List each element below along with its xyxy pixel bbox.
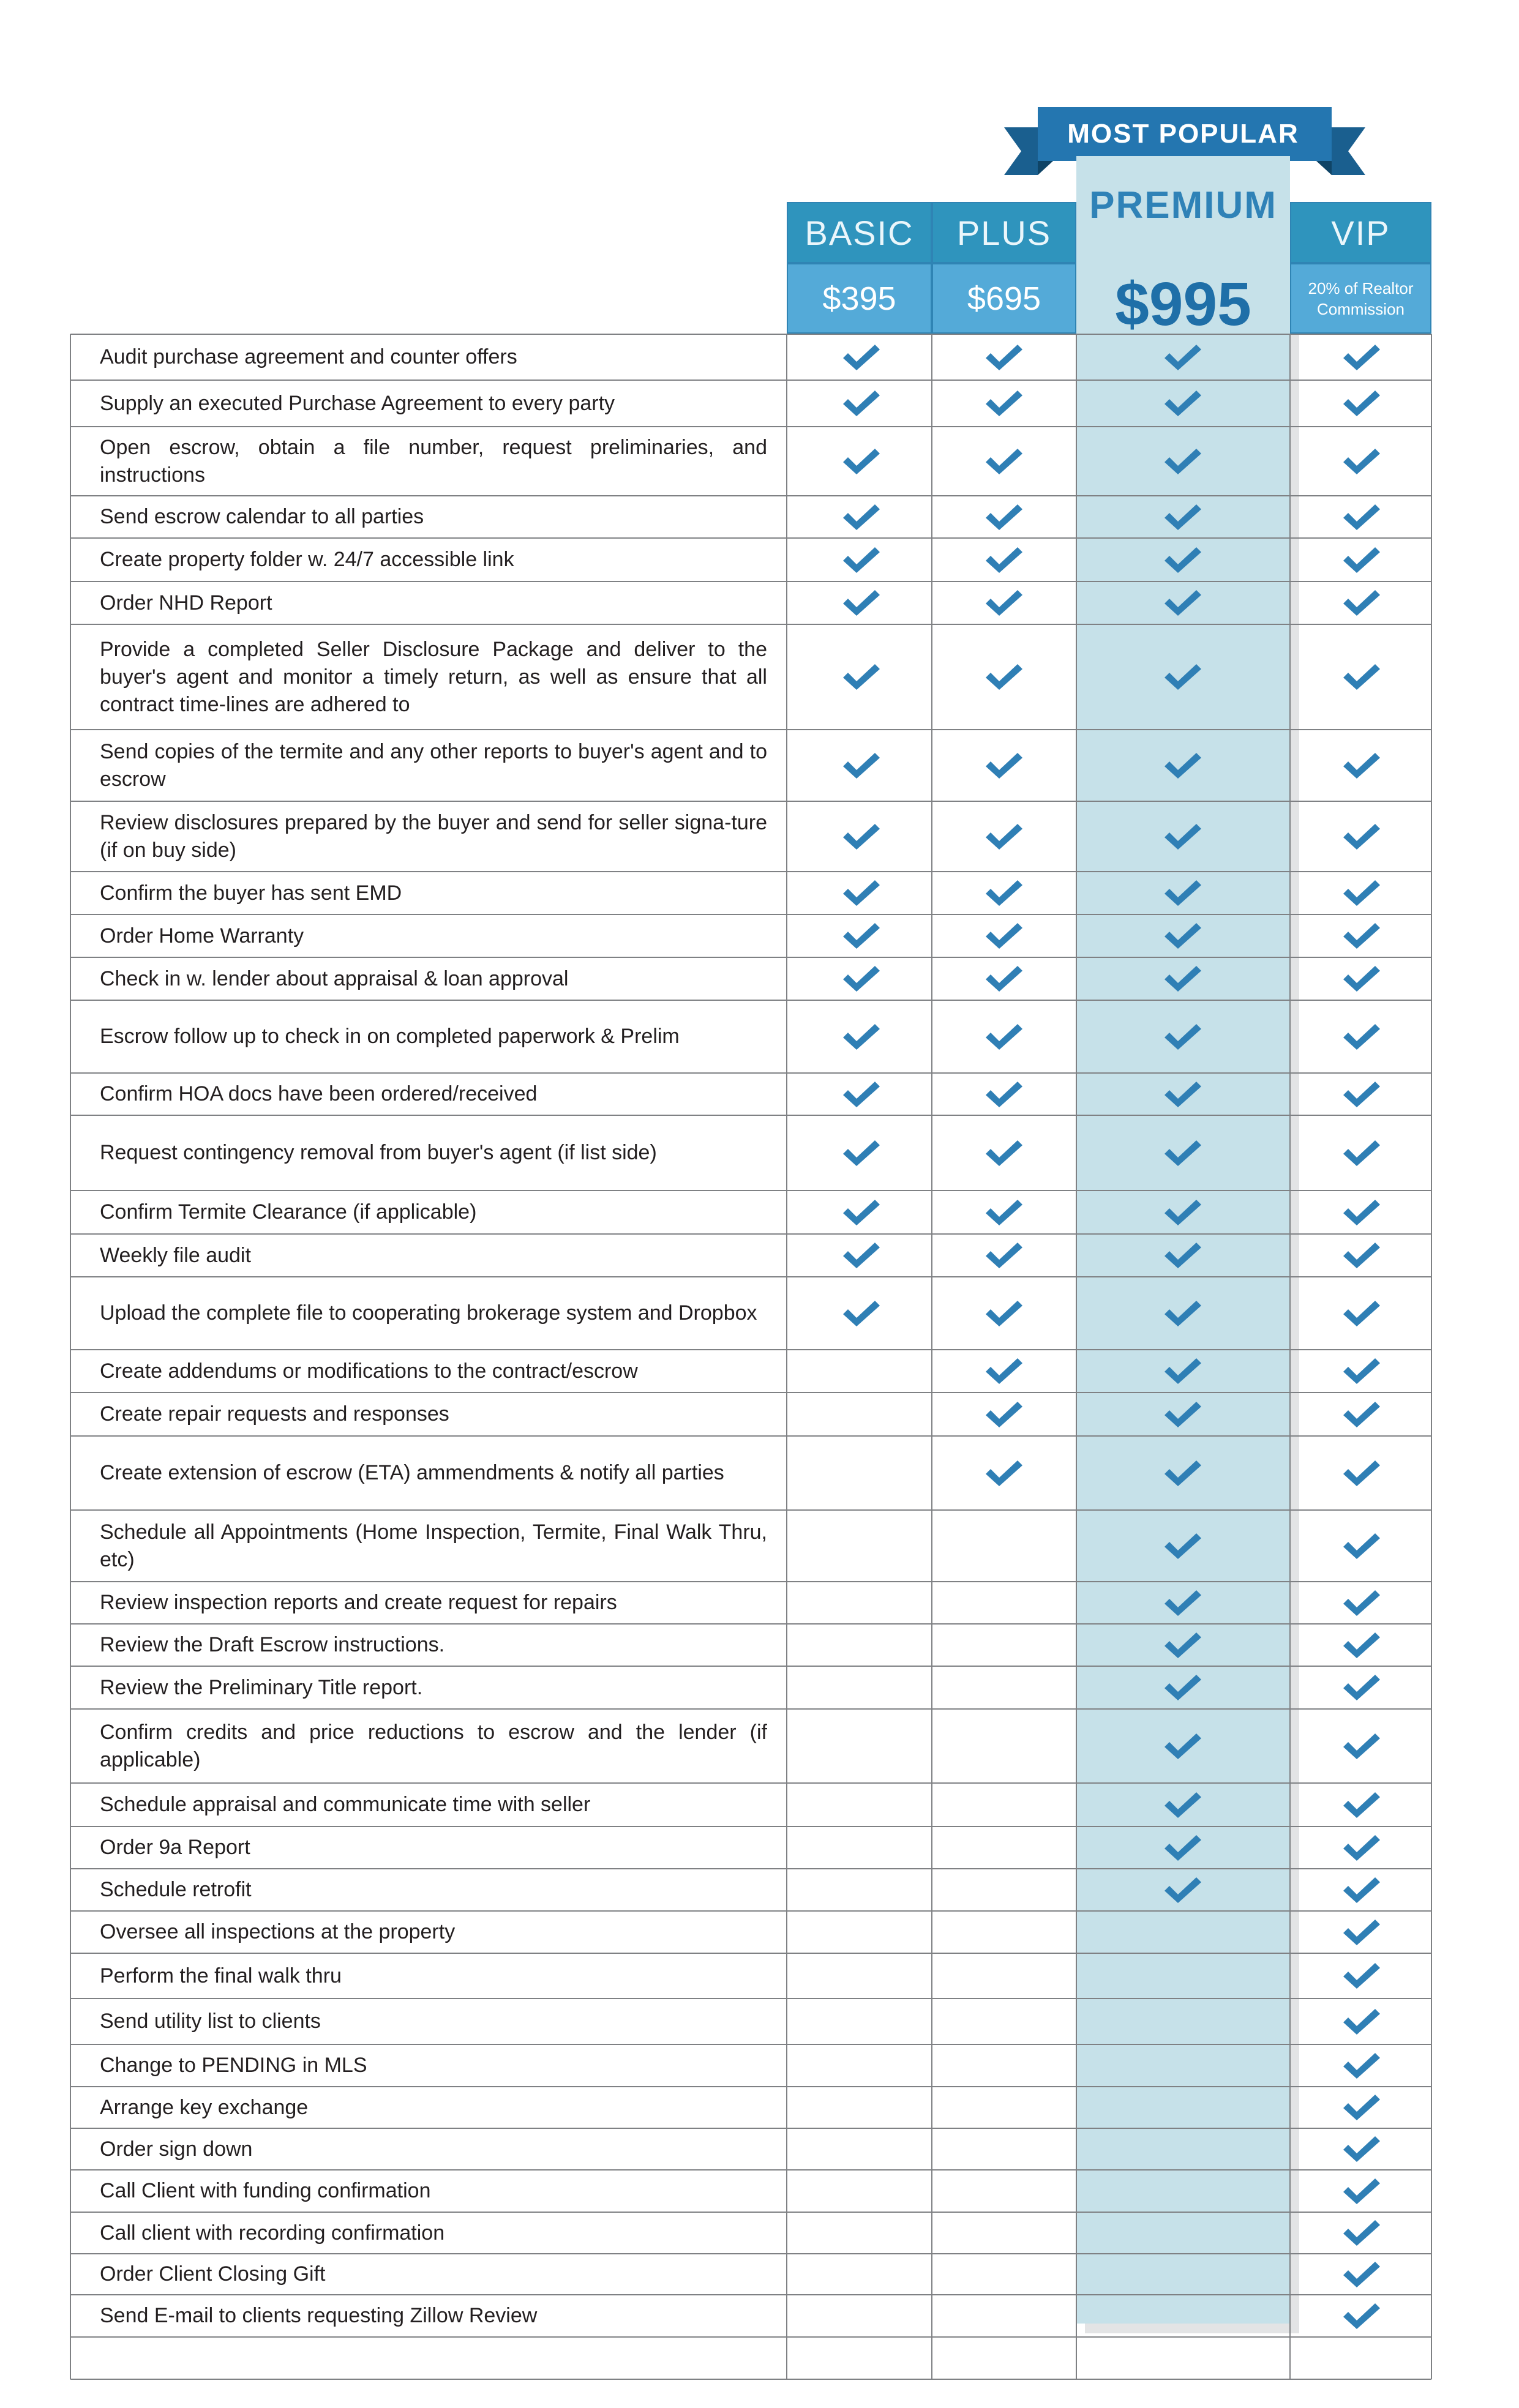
checkmark-icon [1341,1022,1382,1052]
table-row [70,427,1431,496]
checkmark-icon [841,1299,882,1328]
checkmark-icon [1162,1673,1204,1702]
checkmark-icon [1341,1732,1382,1761]
checkmark-icon [1341,2177,1382,2206]
checkmark-icon [1162,1241,1204,1270]
checkmark-icon [983,1459,1025,1488]
checkmark-icon [1341,1790,1382,1820]
checkmark-icon [1162,1022,1204,1052]
checkmark-icon [841,878,882,908]
feature-label: Order Client Closing Gift [100,2262,326,2286]
feature-label: Review the Draft Escrow instructions. [100,1633,445,1656]
feature-label: Order NHD Report [100,591,272,615]
checkmark-icon [1341,1299,1382,1328]
checkmark-icon [983,751,1025,780]
table-row [70,1393,1431,1436]
checkmark-icon [983,1356,1025,1386]
table-row [70,1624,1431,1666]
checkmark-icon [1162,1139,1204,1168]
feature-label: Oversee all inspections at the property [100,1920,456,1943]
checkmark-icon [1162,878,1204,908]
checkmark-icon [1341,1356,1382,1386]
feature-label: Audit purchase agreement and counter offers [100,345,517,368]
basic-plan-name: BASIC [787,202,932,263]
feature-label: Confirm credits and price reductions to escrow and the lender (if applicable) [100,1720,767,1771]
feature-label: Order sign down [100,2137,253,2161]
table-row [70,1709,1431,1783]
checkmark-icon [841,545,882,575]
checkmark-icon [1162,389,1204,418]
feature-label: Order 9a Report [100,1836,250,1859]
feature-label: Provide a completed Seller Disclosure Package and deliver to the buyer's agent and monitor a timely return, as well as ensure that all contract time-lines are adhered to [100,637,767,716]
checkmark-icon [1162,1198,1204,1227]
feature-label: Schedule appraisal and communicate time with seller [100,1793,591,1816]
feature-label: Review inspection reports and create request for repairs [100,1591,617,1614]
checkmark-icon [1341,1918,1382,1947]
checkmark-icon [1341,964,1382,993]
checkmark-icon [1162,588,1204,618]
checkmark-icon [983,447,1025,476]
checkmark-icon [1341,343,1382,372]
checkmark-icon [1162,447,1204,476]
feature-label: Send escrow calendar to all parties [100,505,424,528]
table-row [70,2128,1431,2170]
checkmark-icon [841,1139,882,1168]
checkmark-icon [1341,2218,1382,2248]
table-row [70,1234,1431,1277]
table-row [70,2212,1431,2254]
checkmark-icon [1341,2051,1382,2081]
checkmark-icon [1162,343,1204,372]
checkmark-icon [841,343,882,372]
checkmark-icon [983,588,1025,618]
table-row [70,1783,1431,1827]
checkmark-icon [841,1022,882,1052]
checkmark-icon [1162,921,1204,951]
checkmark-icon [1341,1241,1382,1270]
checkmark-icon [1162,822,1204,851]
table-row [70,1510,1431,1582]
checkmark-icon [1162,1833,1204,1863]
ribbon-label: MOST POPULAR [1067,119,1299,149]
checkmark-icon [983,1139,1025,1168]
checkmark-icon [1162,1356,1204,1386]
checkmark-icon [983,1299,1025,1328]
feature-label: Send copies of the termite and any other reports to buyer's agent and to escrow [100,739,767,791]
feature-label: Call Client with funding confirmation [100,2179,431,2202]
checkmark-icon [1341,1961,1382,1991]
checkmark-icon [1162,751,1204,780]
checkmark-icon [841,503,882,532]
table-row [70,1350,1431,1393]
checkmark-icon [841,389,882,418]
feature-label: Send utility list to clients [100,2010,321,2033]
table-row [70,2087,1431,2128]
checkmark-icon [1162,1732,1204,1761]
vip-plan-name: VIP [1290,202,1431,263]
checkmark-icon [841,1080,882,1109]
feature-label: Confirm HOA docs have been ordered/received [100,1082,538,1105]
checkmark-icon [1162,545,1204,575]
table-row [70,624,1431,730]
table-row [70,957,1431,1000]
checkmark-icon [1341,1833,1382,1863]
checkmark-icon [841,662,882,692]
checkmark-icon [1341,1198,1382,1227]
checkmark-icon [983,1400,1025,1429]
table-row [70,1999,1431,2044]
feature-label: Create repair requests and responses [100,1402,449,1426]
checkmark-icon [1162,503,1204,532]
checkmark-icon [841,921,882,951]
plus-plan-name: PLUS [932,202,1076,263]
checkmark-icon [1341,1459,1382,1488]
premium-plan-name: PREMIUM [1089,184,1277,226]
basic-plan-price: $395 [787,263,932,334]
checkmark-icon [983,662,1025,692]
checkmark-icon [1341,822,1382,851]
feature-label: Perform the final walk thru [100,1964,342,1987]
feature-label: Supply an executed Purchase Agreement to every party [100,391,615,415]
table-row [70,496,1431,538]
feature-label: Request contingency removal from buyer's agent (if list side) [100,1141,657,1164]
checkmark-icon [983,503,1025,532]
checkmark-icon [1162,1299,1204,1328]
checkmark-icon [1162,1400,1204,1429]
checkmark-icon [1341,1673,1382,1702]
checkmark-icon [1162,1875,1204,1905]
checkmark-icon [1341,545,1382,575]
checkmark-icon [1162,964,1204,993]
checkmark-icon [1341,1875,1382,1905]
checkmark-icon [841,822,882,851]
checkmark-icon [983,1241,1025,1270]
checkmark-icon [983,389,1025,418]
feature-label: Open escrow, obtain a file number, request preliminaries, and instructions [100,435,767,487]
table-row [70,730,1431,801]
plus-plan-price: $695 [932,263,1076,334]
checkmark-icon [1341,447,1382,476]
checkmark-icon [1341,2134,1382,2164]
feature-label: Schedule retrofit [100,1878,252,1901]
table-row [70,1666,1431,1709]
checkmark-icon [1341,2301,1382,2331]
feature-label: Call client with recording confirmation [100,2221,445,2245]
feature-label: Create addendums or modifications to the contract/escrow [100,1359,638,1383]
feature-label: Send E-mail to clients requesting Zillow Review [100,2304,538,2327]
premium-plan-price: $995 [1115,270,1251,338]
table-row [70,334,1431,380]
feature-label: Create property folder w. 24/7 accessible link [100,548,514,571]
vip-price-line-1: 20% of Realtor [1308,279,1414,297]
feature-label: Review the Preliminary Title report. [100,1675,423,1699]
feature-label: Upload the complete file to cooperating brokerage system and Dropbox [100,1301,757,1325]
table-row [70,1582,1431,1624]
checkmark-icon [983,1198,1025,1227]
table-row [70,581,1431,624]
checkmark-icon [1341,1531,1382,1561]
feature-label: Check in w. lender about appraisal & loan approval [100,967,569,990]
checkmark-icon [983,964,1025,993]
checkmark-icon [1162,1531,1204,1561]
checkmark-icon [983,921,1025,951]
feature-label: Change to PENDING in MLS [100,2054,367,2077]
table-row [70,1000,1431,1073]
checkmark-icon [983,878,1025,908]
table-row [70,1191,1431,1234]
feature-label: Create extension of escrow (ETA) ammendments & notify all parties [100,1461,724,1484]
feature-label: Arrange key exchange [100,2095,309,2119]
table-row [70,1869,1431,1911]
feature-label: Schedule all Appointments (Home Inspection, Termite, Final Walk Thru, etc) [100,1520,767,1571]
checkmark-icon [1341,1080,1382,1109]
table-row [70,2254,1431,2295]
checkmark-icon [1341,1400,1382,1429]
table-row [70,2170,1431,2212]
checkmark-icon [1341,503,1382,532]
checkmark-icon [841,588,882,618]
table-row [70,2044,1431,2087]
checkmark-icon [1341,2260,1382,2289]
checkmark-icon [983,822,1025,851]
checkmark-icon [1341,878,1382,908]
table-row [70,1436,1431,1510]
checkmark-icon [983,1080,1025,1109]
checkmark-icon [1341,2007,1382,2036]
checkmark-icon [1341,921,1382,951]
table-row [70,914,1431,957]
feature-label: Weekly file audit [100,1243,251,1267]
checkmark-icon [983,343,1025,372]
checkmark-icon [1162,1459,1204,1488]
table-row [70,1827,1431,1869]
feature-label: Review disclosures prepared by the buyer and send for seller signa-ture (if on buy side) [100,810,767,862]
table-row [70,1277,1431,1350]
vip-price-line-2: Commission [1316,299,1405,318]
checkmark-icon [1341,662,1382,692]
checkmark-icon [1341,1588,1382,1618]
checkmark-icon [841,964,882,993]
table-row [70,1953,1431,1999]
feature-label: Escrow follow up to check in on completed paperwork & Prelim [100,1025,680,1048]
table-row [70,538,1431,581]
checkmark-icon [1162,1080,1204,1109]
table-row [70,1911,1431,1953]
checkmark-icon [1341,588,1382,618]
checkmark-icon [1341,1139,1382,1168]
checkmark-icon [1162,1588,1204,1618]
checkmark-icon [1341,389,1382,418]
checkmark-icon [1341,751,1382,780]
table-row [70,801,1431,872]
checkmark-icon [841,751,882,780]
checkmark-icon [983,1022,1025,1052]
checkmark-icon [1162,1631,1204,1660]
checkmark-icon [1341,1631,1382,1660]
checkmark-icon [841,447,882,476]
checkmark-icon [841,1198,882,1227]
table-row [70,872,1431,914]
checkmark-icon [1341,2093,1382,2122]
checkmark-icon [983,545,1025,575]
table-row [70,2295,1431,2337]
feature-label: Confirm Termite Clearance (if applicable) [100,1200,477,1224]
feature-label: Confirm the buyer has sent EMD [100,881,402,905]
checkmark-icon [1162,1790,1204,1820]
table-row [70,1115,1431,1191]
checkmark-icon [841,1241,882,1270]
checkmark-icon [1162,662,1204,692]
table-row [70,1073,1431,1115]
feature-label: Order Home Warranty [100,924,304,948]
table-row [70,380,1431,427]
